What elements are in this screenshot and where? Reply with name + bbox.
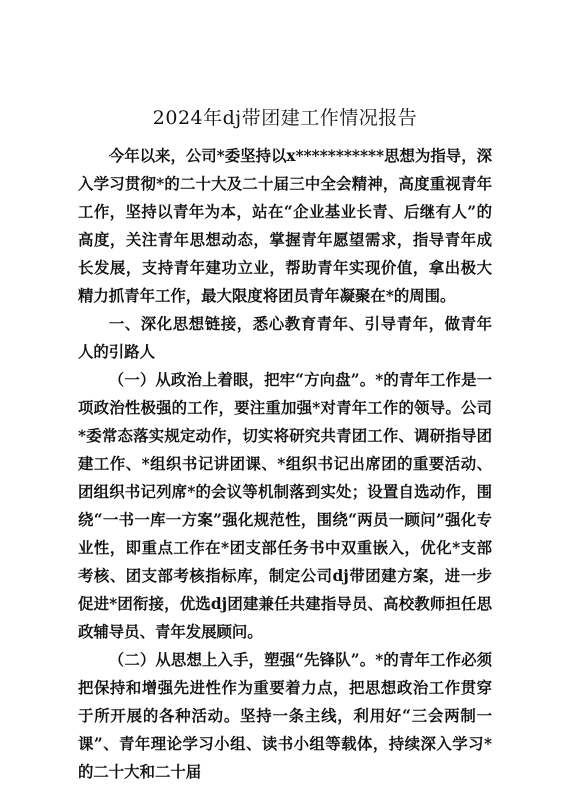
subsection-paragraph-2: （二）从思想上入手，塑强“先锋队”。*的青年工作必须把保持和增强先进性作为重要着力点，把思想政治工作贯穿于所开展的各种活动。坚持一条主线，利用好“三会两制一课”、青年理论学习小组、读书小组等载体，持续深入学习*的二十大和二十届: [78, 651, 492, 781]
section-heading: 一、深化思想链接，悉心教育青年、引导青年，做青年人的引路人: [78, 315, 492, 361]
subsection-paragraph-1: （一）从政治上着眼，把牢“方向盘”。*的青年工作是一项政治性极强的工作，要注重加强*对青年工作的领导。公司*委常态落实规定动作，切实将研究共青团工作、调研指导团建工作、*组织书记讲团课、*组织书记出席团的重要活动、团组织书记列席*的会议等机制落到实处；设置自选动作，围绕“一书一库一方案”强化规范性，围绕“两员一顾问”强化专业性，即重点工作在*团支部任务书中双重嵌入，优化*支部考核、团支部考核指标库，制定公司dj带团建方案，进一步促进*团衔接，优选dj团建兼任共建指导员、高校教师担任思政辅导员、青年发展顾问。: [78, 371, 492, 641]
document-title: 2024年dj带团建工作情况报告: [152, 107, 418, 129]
intro-paragraph: 今年以来，公司*委坚持以x***********思想为指导，深入学习贯彻*的二十大及二十届三中全会精神，高度重视青年工作，坚持以青年为本，站在“企业基业长青、后继有人”的高度，关注青年思想动态，掌握青年愿望需求，指导青年成长发展，支持青年建功立业，帮助青年实现价值，拿出极大精力抓青年工作，最大限度将团员青年凝聚在*的周围。: [78, 147, 492, 305]
